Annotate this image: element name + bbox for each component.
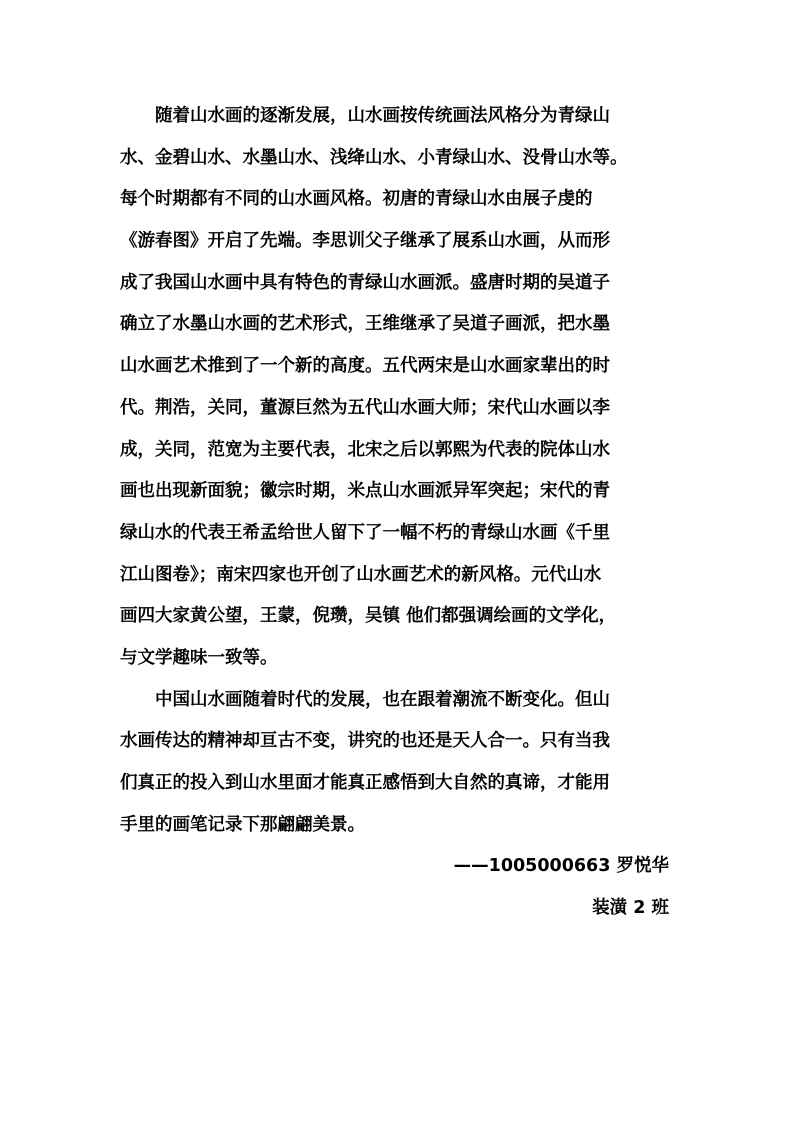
- paragraph-2-line: 水画传达的精神却亘古不变，讲究的也还是天人合一。只有当我: [120, 731, 610, 752]
- paragraph-1: [120, 96, 676, 680]
- author-class: 装潢 2 班: [592, 898, 669, 918]
- author-signature: ——1005000663 罗悦华: [453, 856, 669, 876]
- paragraph-2-line: 手里的画笔记录下那翩翩美景。: [120, 814, 365, 835]
- paragraph-1-line: 代。荆浩，关同，董源巨然为五代山水画大师；宋代山水画以李: [120, 397, 610, 418]
- paragraph-2-line: 们真正的投入到山水里面才能真正感悟到大自然的真谛，才能用: [120, 773, 610, 793]
- paragraph-2: [120, 680, 676, 847]
- paragraph-1-line: 每个时期都有不同的山水画风格。初唐的青绿山水由展子虔的: [120, 189, 593, 210]
- paragraph-1-line: 绿山水的代表王希孟给世人留下了一幅不朽的青绿山水画《千里: [120, 522, 610, 543]
- paragraph-1-line: 山水画艺术推到了一个新的高度。五代两宋是山水画家辈出的时: [120, 356, 610, 377]
- paragraph-1-line: 成了我国山水画中具有特色的青绿山水画派。盛唐时期的吴道子: [120, 272, 610, 293]
- paragraph-2-line: 中国山水画随着时代的发展，也在跟着潮流不断变化。但山: [120, 689, 610, 710]
- paragraph-1-line: 《游春图》开启了先端。李思训父子继承了展系山水画，从而形: [120, 231, 610, 252]
- paragraph-1-line: 随着山水画的逐渐发展，山水画按传统画法风格分为青绿山: [120, 106, 610, 126]
- paragraph-1-line: 画四大家黄公望，王蒙，倪瓒，吴镇 他们都强调绘画的文学化，: [120, 606, 617, 627]
- paragraph-1-line: 水、金碧山水、水墨山水、浅绛山水、小青绿山水、没骨山水等。: [120, 147, 628, 168]
- paragraph-1-line: 画也出现新面貌；徽宗时期，米点山水画派异军突起；宋代的青: [120, 481, 610, 502]
- paragraph-1-line: 确立了水墨山水画的艺术形式，王维继承了吴道子画派，把水墨: [120, 314, 610, 335]
- document-body: [120, 96, 676, 846]
- paragraph-1-line: 成，关同，范宽为主要代表，北宋之后以郭熙为代表的院体山水: [120, 439, 610, 460]
- paragraph-1-line: 江山图卷》；南宋四家也开创了山水画艺术的新风格。元代山水: [120, 564, 602, 585]
- paragraph-1-line: 与文学趣味一致等。: [120, 647, 278, 668]
